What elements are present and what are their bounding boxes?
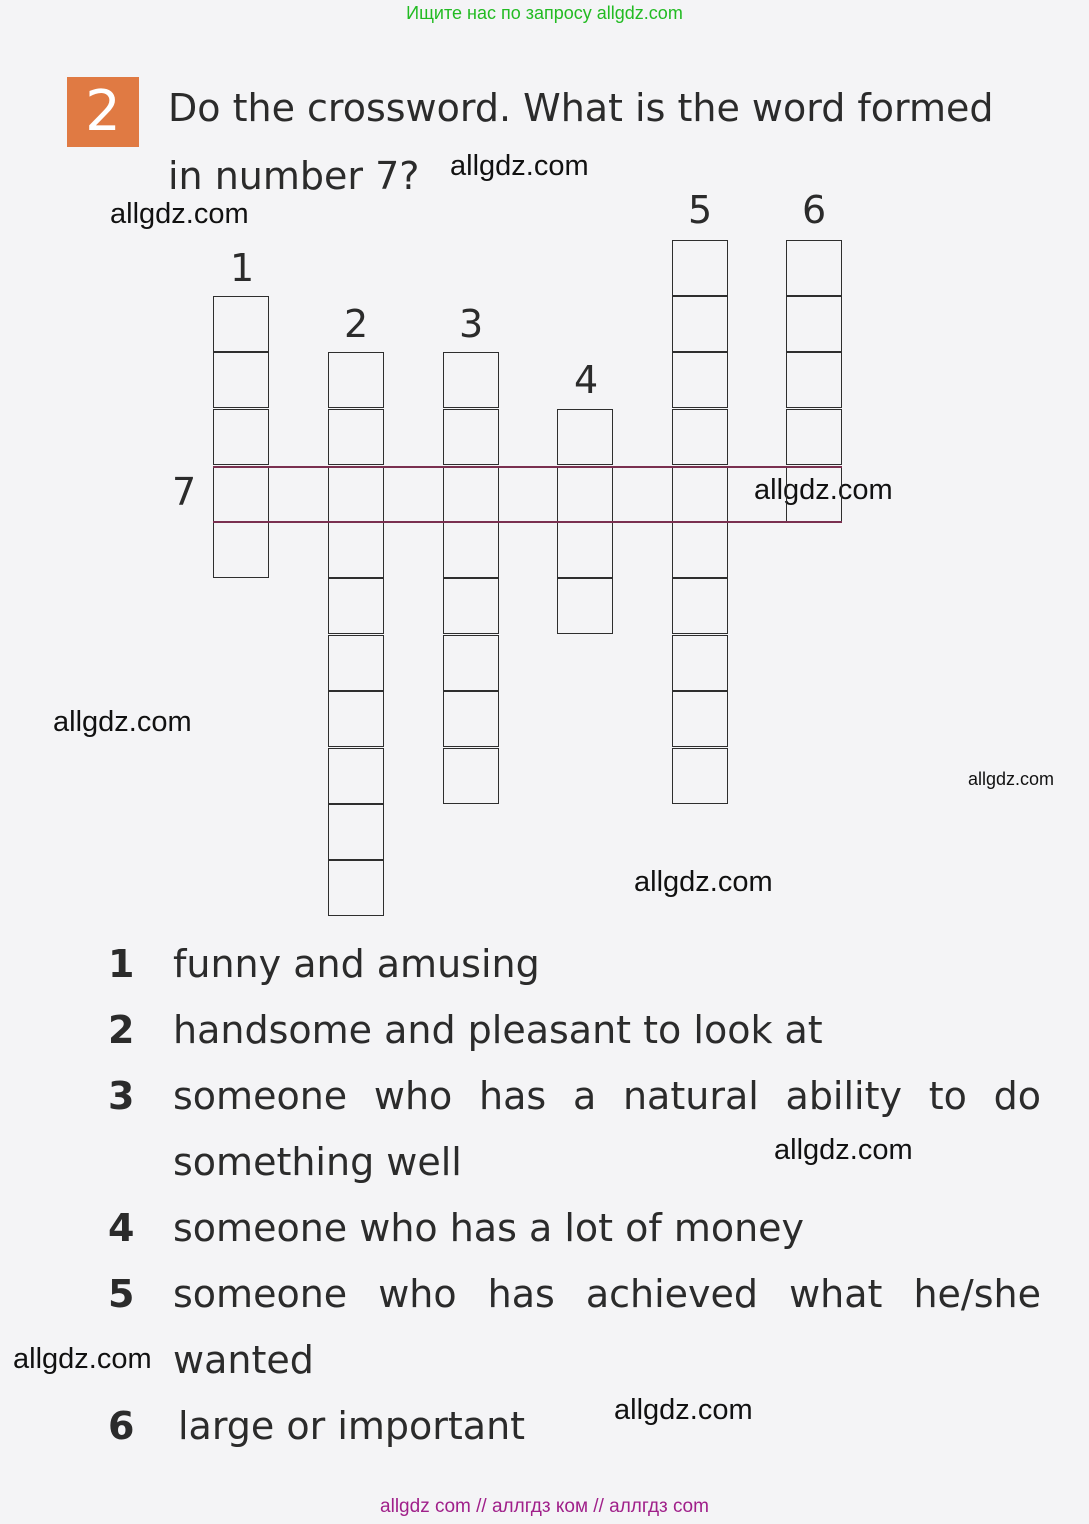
column-number-1: 1 — [230, 246, 255, 290]
instruction-line-1: Do the crossword. What is the word formed — [168, 86, 994, 130]
crossword-cell[interactable] — [328, 522, 384, 578]
row-number-7: 7 — [172, 470, 197, 514]
clue-text: someone who has a lot of money — [173, 1206, 805, 1250]
clue-number: 6 — [108, 1404, 135, 1448]
watermark: allgdz.com — [968, 769, 1055, 789]
crossword-cell[interactable] — [672, 296, 728, 352]
clue-text: someone who has a natural ability to do — [173, 1074, 1041, 1118]
crossword-cell[interactable] — [557, 466, 613, 522]
watermark: allgdz.com — [450, 150, 589, 182]
crossword-cell[interactable] — [672, 352, 728, 408]
clue-number: 2 — [108, 1008, 135, 1052]
crossword-cell[interactable] — [443, 352, 499, 408]
clue-text: someone who has achieved what he/she — [173, 1272, 1041, 1316]
crossword-cell[interactable] — [443, 409, 499, 465]
top-banner[interactable]: Ищите нас по запросу allgdz.com — [406, 3, 683, 23]
crossword-cell[interactable] — [672, 748, 728, 804]
crossword-cell[interactable] — [328, 860, 384, 916]
column-number-6: 6 — [802, 188, 827, 232]
crossword-cell[interactable] — [672, 466, 728, 522]
crossword-cell[interactable] — [213, 522, 269, 578]
watermark: allgdz.com — [774, 1134, 913, 1166]
crossword-cell[interactable] — [328, 409, 384, 465]
crossword-cell[interactable] — [672, 578, 728, 634]
clue-number: 3 — [108, 1074, 135, 1118]
crossword-cell[interactable] — [213, 409, 269, 465]
clue-text-continued: something well — [173, 1140, 462, 1184]
clue-text-continued: wanted — [173, 1338, 314, 1382]
instruction-line-2: in number 7? — [168, 154, 420, 198]
crossword-cell[interactable] — [672, 635, 728, 691]
column-number-2: 2 — [344, 302, 369, 346]
watermark: allgdz.com — [634, 866, 773, 898]
task-number-badge: 2 — [67, 77, 139, 147]
crossword-cell[interactable] — [328, 578, 384, 634]
crossword-cell[interactable] — [213, 466, 269, 522]
crossword-cell[interactable] — [672, 522, 728, 578]
crossword-cell[interactable] — [328, 466, 384, 522]
watermark: allgdz.com — [110, 198, 249, 230]
crossword-cell[interactable] — [443, 578, 499, 634]
clue-text: funny and amusing — [173, 942, 540, 986]
crossword-cell[interactable] — [328, 804, 384, 860]
watermark: allgdz.com — [754, 474, 893, 506]
clue-number: 4 — [108, 1206, 135, 1250]
watermark: allgdz.com — [53, 706, 192, 738]
clue-text: handsome and pleasant to look at — [173, 1008, 823, 1052]
crossword-cell[interactable] — [672, 240, 728, 296]
crossword-cell[interactable] — [328, 748, 384, 804]
watermark: allgdz.com — [614, 1394, 753, 1426]
column-number-3: 3 — [459, 302, 484, 346]
watermark: allgdz.com — [13, 1343, 152, 1375]
crossword-cell[interactable] — [557, 522, 613, 578]
row-7-top-line — [213, 466, 842, 468]
crossword-cell[interactable] — [786, 296, 842, 352]
clue-number: 1 — [108, 942, 135, 986]
crossword-cell[interactable] — [786, 409, 842, 465]
crossword-cell[interactable] — [786, 240, 842, 296]
crossword-cell[interactable] — [557, 409, 613, 465]
crossword-cell[interactable] — [328, 352, 384, 408]
crossword-cell[interactable] — [213, 296, 269, 352]
crossword-cell[interactable] — [443, 522, 499, 578]
clue-text: large or important — [178, 1404, 526, 1448]
column-number-5: 5 — [688, 188, 713, 232]
crossword-cell[interactable] — [443, 691, 499, 747]
bottom-banner[interactable]: allgdz com // аллгдз ком // аллгдз com — [380, 1496, 709, 1517]
column-number-4: 4 — [574, 358, 599, 402]
crossword-cell[interactable] — [672, 691, 728, 747]
crossword-cell[interactable] — [672, 409, 728, 465]
crossword-cell[interactable] — [557, 578, 613, 634]
crossword-cell[interactable] — [786, 352, 842, 408]
clue-number: 5 — [108, 1272, 135, 1316]
crossword-cell[interactable] — [328, 635, 384, 691]
crossword-cell[interactable] — [443, 635, 499, 691]
crossword-cell[interactable] — [786, 466, 842, 522]
crossword-cell[interactable] — [443, 748, 499, 804]
crossword-cell[interactable] — [443, 466, 499, 522]
row-7-bottom-line — [213, 521, 842, 523]
crossword-cell[interactable] — [213, 352, 269, 408]
crossword-cell[interactable] — [328, 691, 384, 747]
